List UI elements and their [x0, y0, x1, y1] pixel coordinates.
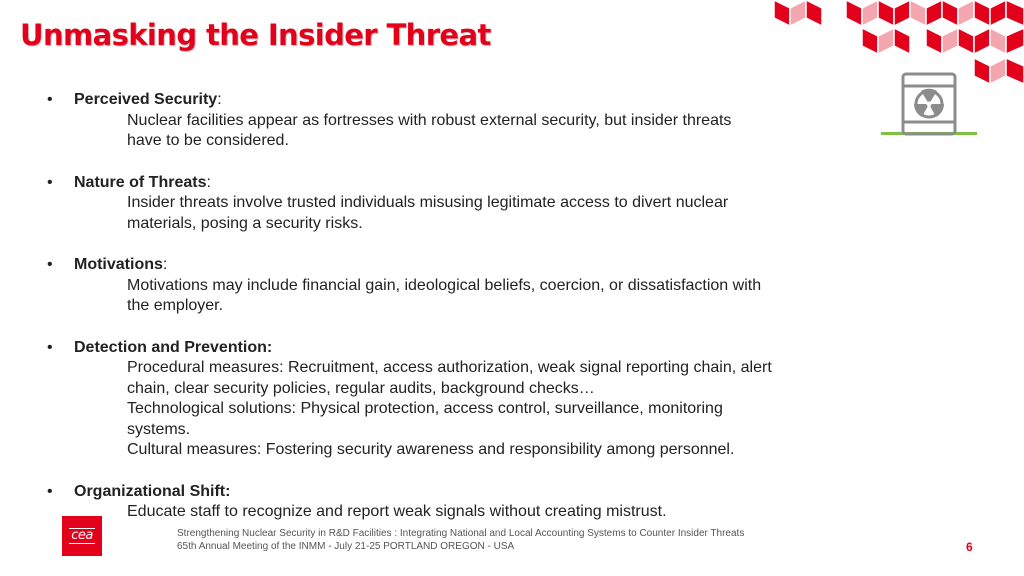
radioactive-barrel-icon: [877, 70, 981, 152]
bullet-body: [125, 193, 834, 234]
bullet-line: Insider threats involve trusted individuals misusing legitimate access to divert nuclear: [127, 194, 729, 211]
bullet-line: Cultural measures: Fostering security awareness and responsibility among personnel.: [127, 441, 735, 458]
bullet-detection-prevention: [44, 338, 834, 461]
bullet-line: systems.: [127, 420, 191, 438]
bullet-line: Procedural measures: Recruitment, access authorization, weak signal reporting chain, alert: [127, 359, 772, 376]
bullet-body: [125, 111, 834, 152]
bullet-list: [44, 90, 834, 523]
bullet-marker: •: [47, 173, 53, 191]
footer-line-2: 65th Annual Meeting of the INMM - July 21-25 PORTLAND OREGON - USA: [177, 541, 515, 552]
bullet-perceived-security: [44, 90, 834, 152]
bullet-line: the employer.: [127, 297, 224, 314]
heading-suffix: :: [162, 256, 168, 273]
bullet-motivations: [44, 255, 834, 317]
logo-text: cea: [71, 528, 93, 543]
bullet-line: Educate staff to recognize and report weak signals without creating mistrust.: [127, 503, 667, 520]
cea-logo: [62, 516, 102, 556]
footer-line-1: Strengthening Nuclear Security in R&D Facilities : Integrating National and Local Accounting Systems to Counter Insider Threats: [177, 528, 745, 539]
bullet-heading: Motivations: [74, 256, 163, 273]
heading-suffix: :: [217, 91, 222, 108]
bullet-marker: •: [47, 256, 53, 273]
bullet-heading: Perceived Security: [74, 91, 218, 108]
bullet-heading: Detection and Prevention:: [74, 338, 273, 356]
page-number: 6: [966, 540, 973, 554]
bullet-organizational-shift: [44, 482, 834, 523]
slide-title: Unmasking the Insider Threat: [20, 18, 491, 52]
bullet-marker: •: [47, 91, 53, 108]
bullet-line: Nuclear facilities appear as fortresses with robust external security, but insider threats: [127, 111, 732, 129]
heading-suffix: :: [206, 173, 211, 191]
bullet-body: [125, 276, 834, 317]
bullet-line: have to be considered.: [127, 132, 289, 149]
bullet-heading: Nature of Threats: [74, 173, 207, 191]
bullet-marker: •: [47, 482, 53, 500]
footer: [177, 527, 744, 553]
bullet-body: [125, 358, 834, 461]
bullet-line: materials, posing a security risks.: [127, 214, 363, 232]
bullet-marker: •: [47, 338, 53, 356]
bullet-body: [125, 502, 834, 523]
bullet-line: Technological solutions: Physical protection, access control, surveillance, monitoring: [127, 400, 723, 417]
bullet-nature-of-threats: [44, 173, 834, 235]
bullet-heading: Organizational Shift:: [74, 482, 231, 500]
bullet-line: chain, clear security policies, regular audits, background checks…: [127, 379, 595, 397]
bullet-line: Motivations may include financial gain, ideological beliefs, coercion, or dissatisfaction with: [127, 276, 762, 294]
